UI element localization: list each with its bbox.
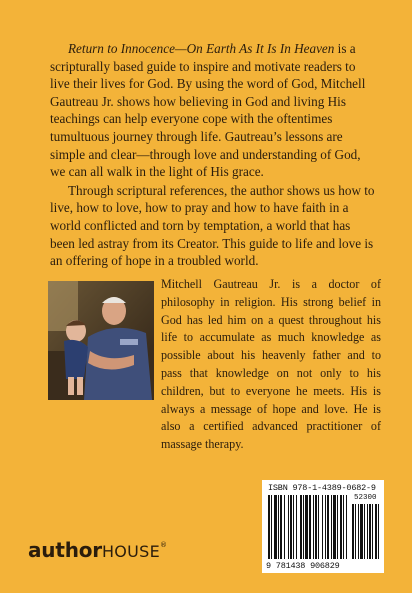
barcode-digits: 9 781438 906829: [266, 561, 340, 571]
publisher-logo: [28, 538, 167, 562]
barcode-icon: [262, 480, 384, 573]
barcode-addon-number: 52300: [354, 494, 377, 502]
isbn-label: ISBN 978-1-4389-0682-9: [268, 483, 376, 493]
author-bio: Mitchell Gautreau Jr. is a doctor of philosophy in religion. His strong belief in God has led him on a quest throughout his life to accumulate as much knowledge as possible about his heavenly father and to pass that knowledge on not only to his children, but to everyone he meets. His is always a message of hope and love. He is also a certified advanced practitioner of massage therapy.: [161, 277, 381, 452]
book-title-italic: Return to Innocence—On Earth As It Is In Heaven: [68, 41, 335, 56]
publisher-logo-author: author: [28, 538, 102, 562]
registered-mark: ®: [160, 541, 167, 549]
blurb-paragraph-2: Through scriptural references, the author shows us how to live, how to love, how to pray and how to have faith in a world conflicted and torn by temptation, a world that has been led astray from its Creator. This guide to life and love is an offering of hope in a troubled world.: [50, 182, 375, 269]
publisher-logo-house: HOUSE: [101, 542, 161, 561]
back-cover-blurb: [50, 40, 376, 270]
blurb-paragraph-1-text: is a scripturally based guide to inspire and motivate readers to live their lives for God. By using the word of God, Mitchell Gautreau Jr. shows how believing in God and living His teachings can help everyone cope with the oftentimes tumultuous journey through life. Gautreau’s lessons are simple and clear—through love and understanding of God, we can all walk in the light of His grace.: [50, 41, 366, 180]
barcode-box: [262, 480, 384, 573]
author-photo-image: [48, 281, 154, 400]
blurb-paragraph-1: [50, 40, 376, 181]
author-photo: [48, 281, 154, 400]
